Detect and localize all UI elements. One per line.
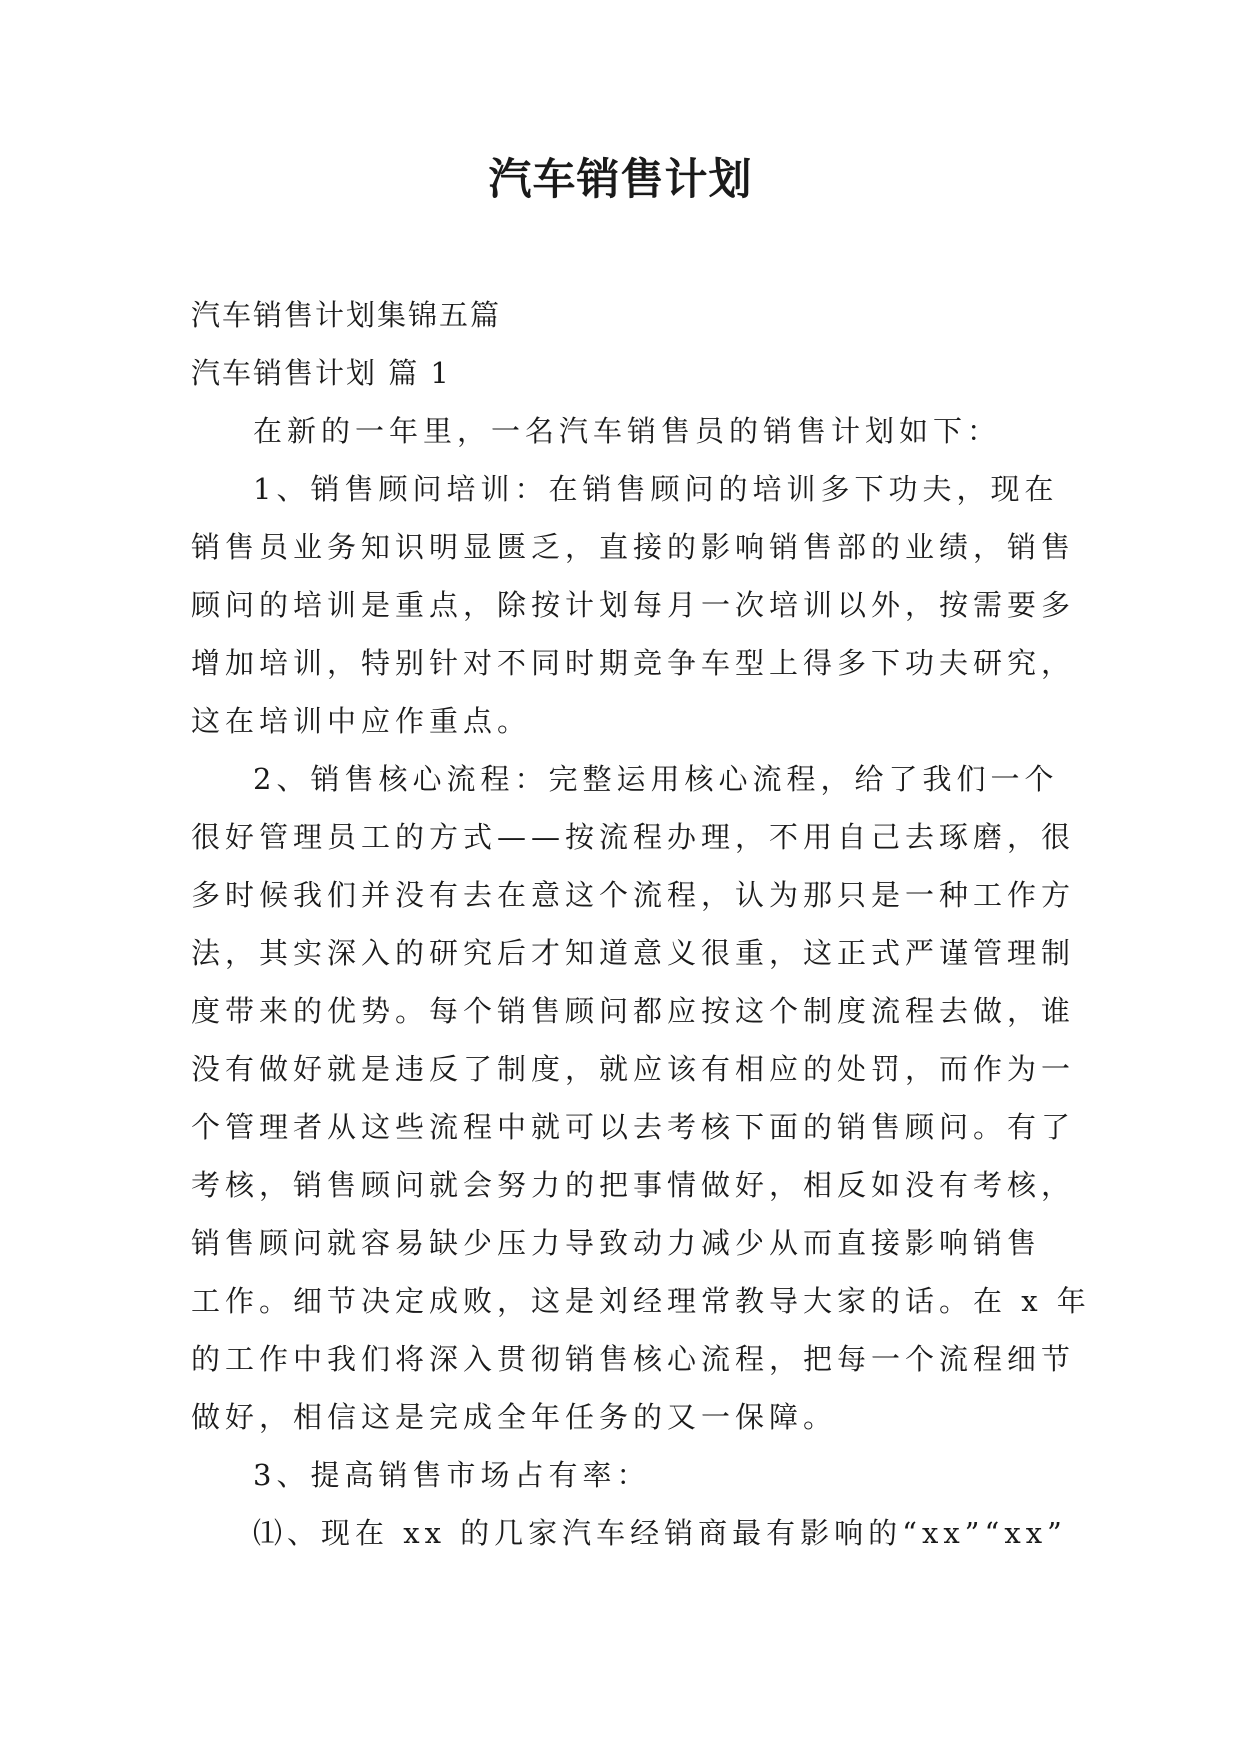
paragraph-line: 度带来的优势。每个销售顾问都应按这个制度流程去做，谁 [191,994,1076,1028]
paragraph-line: 做好，相信这是完成全年任务的又一保障。 [191,1400,838,1434]
paragraph-line: 很好管理员工的方式——按流程办理，不用自己去琢磨，很 [191,820,1076,854]
document-subtitle: 汽车销售计划集锦五篇 [191,298,502,332]
paragraph-line: 考核，销售顾问就会努力的把事情做好，相反如没有考核， [191,1168,1076,1202]
section-heading: 汽车销售计划 篇 1 [191,356,451,390]
paragraph-line: ⑴、现在 xx 的几家汽车经销商最有影响的“xx”“xx” [253,1516,1067,1550]
paragraph-line: 多时候我们并没有去在意这个流程，认为那只是一种工作方 [191,878,1076,912]
paragraph-line: 增加培训，特别针对不同时期竞争车型上得多下功夫研究， [191,646,1076,680]
paragraph-line: 没有做好就是违反了制度，就应该有相应的处罚，而作为一 [191,1052,1076,1086]
paragraph-line: 工作。细节决定成败，这是刘经理常教导大家的话。在 x 年 [191,1284,1091,1318]
paragraph-line: 3、提高销售市场占有率： [253,1458,651,1492]
paragraph-line: 1、销售顾问培训：在销售顾问的培训多下功夫，现在 [253,472,1059,506]
document-body [191,286,1091,1562]
paragraph-line: 销售顾问就容易缺少压力导致动力减少从而直接影响销售 [191,1226,1042,1260]
paragraph-line: 2、销售核心流程：完整运用核心流程，给了我们一个 [253,762,1059,796]
paragraph-line: 顾问的培训是重点，除按计划每月一次培训以外，按需要多 [191,588,1076,622]
paragraph-line: 在新的一年里，一名汽车销售员的销售计划如下： [253,414,1002,448]
paragraph-line: 法，其实深入的研究后才知道意义很重，这正式严谨管理制 [191,936,1076,970]
document-title: 汽车销售计划 [488,155,753,205]
paragraph-line: 销售员业务知识明显匮乏，直接的影响销售部的业绩，销售 [191,530,1076,564]
paragraph-line: 个管理者从这些流程中就可以去考核下面的销售顾问。有了 [191,1110,1076,1144]
paragraph-line: 的工作中我们将深入贯彻销售核心流程，把每一个流程细节 [191,1342,1076,1376]
paragraph-line: 这在培训中应作重点。 [191,704,532,738]
